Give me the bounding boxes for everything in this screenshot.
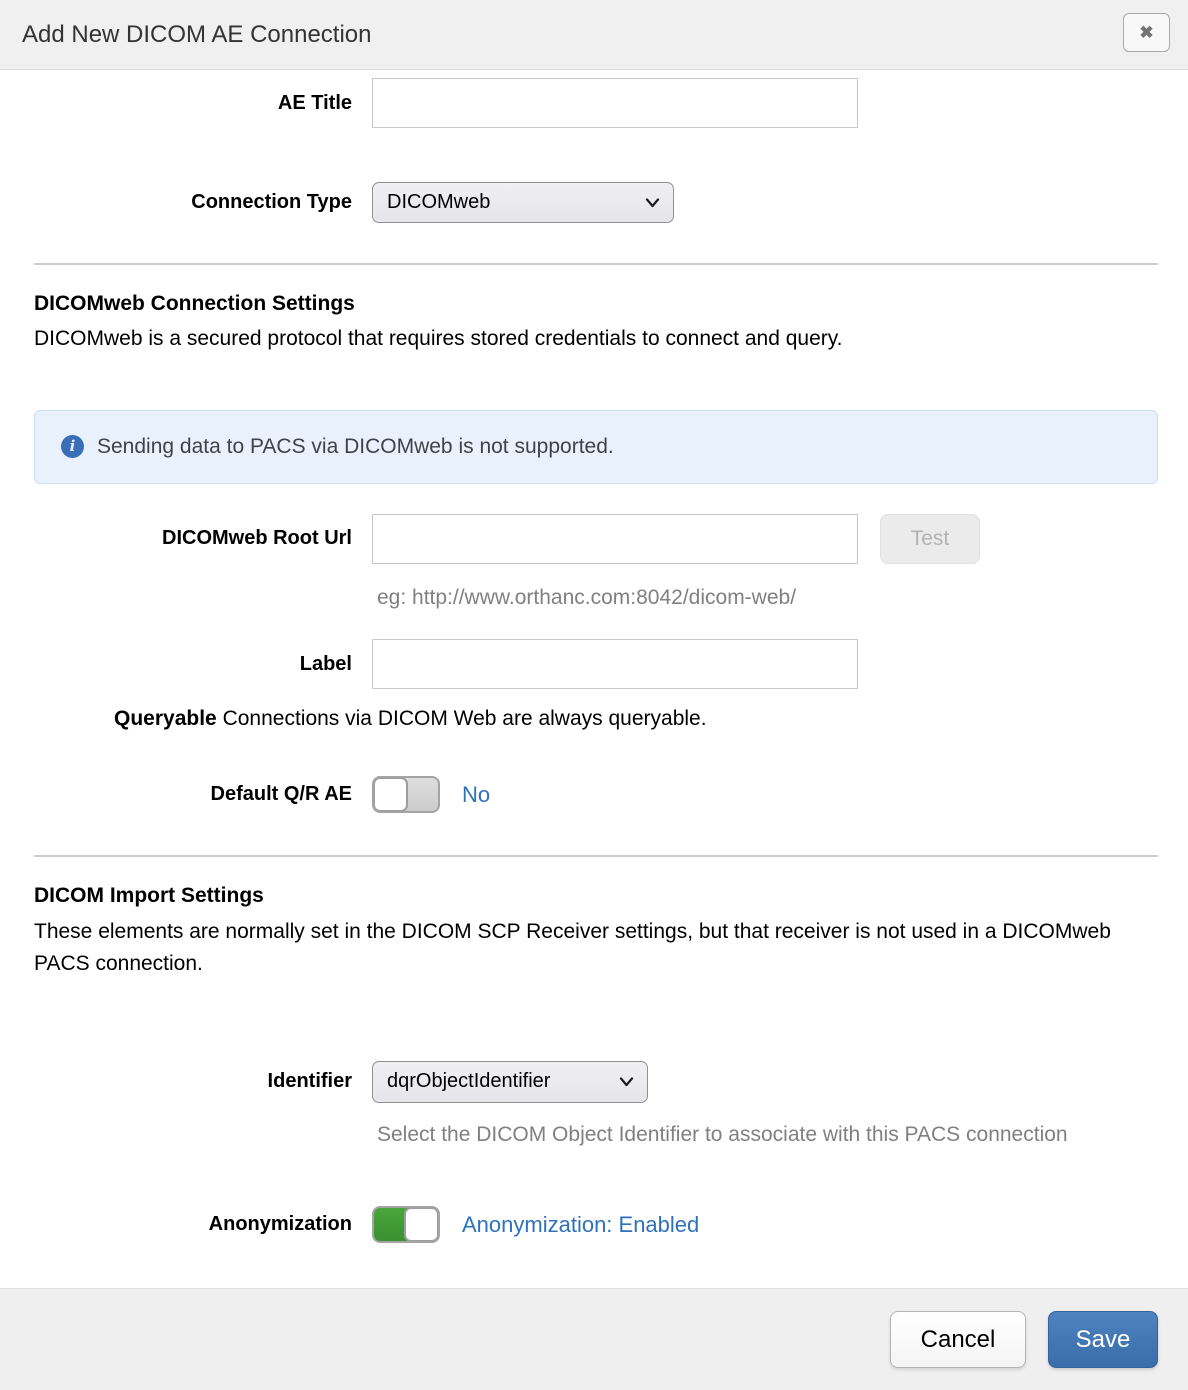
label-field-label: Label [299, 652, 352, 675]
save-button[interactable]: Save [1048, 1311, 1158, 1368]
modal-header [0, 0, 1188, 70]
info-alert-text: Sending data to PACS via DICOMweb is not supported. [97, 434, 614, 458]
anonymization-toggle[interactable] [372, 1206, 440, 1243]
identifier-select[interactable] [372, 1061, 648, 1103]
default-qr-ae-label: Default Q/R AE [210, 783, 352, 806]
chevron-down-icon [645, 198, 660, 208]
anonymization-label: Anonymization [208, 1213, 352, 1236]
default-qr-ae-row [34, 776, 1158, 813]
dicomweb-settings-heading: DICOMweb Connection Settings [34, 292, 355, 315]
ae-title-row [34, 78, 1158, 128]
anonymization-state-text: Anonymization: Enabled [462, 1211, 700, 1237]
default-qr-ae-state-text: No [462, 781, 491, 807]
modal-title: Add New DICOM AE Connection [22, 20, 372, 48]
import-settings-description: These elements are normally set in the DICOM SCP Receiver settings, but that receiver is not used in a DICOMweb PACS connection. [34, 919, 1111, 976]
identifier-label: Identifier [267, 1070, 352, 1093]
import-settings-heading: DICOM Import Settings [34, 884, 264, 908]
section-divider [34, 855, 1158, 857]
root-url-label: DICOMweb Root Url [162, 527, 352, 550]
cancel-button[interactable]: Cancel [890, 1311, 1026, 1368]
modal-footer [0, 1288, 1188, 1390]
root-url-input[interactable] [372, 514, 858, 564]
ae-title-input[interactable] [372, 78, 858, 128]
connection-type-selected-value: DICOMweb [387, 191, 491, 213]
queryable-line [34, 707, 1158, 731]
root-url-hint-row [34, 582, 1158, 614]
identifier-hint: Select the DICOM Object Identifier to associate with this PACS connection [377, 1122, 1068, 1146]
connection-type-label: Connection Type [191, 191, 352, 213]
chevron-down-icon [619, 1077, 634, 1087]
queryable-text: Connections via DICOM Web are always queryable. [222, 707, 707, 731]
identifier-row [34, 1061, 1158, 1103]
anonymization-row [34, 1206, 1158, 1243]
root-url-row [34, 514, 1158, 564]
connection-type-row [34, 182, 1158, 223]
modal-body [0, 70, 1188, 1288]
dicomweb-settings-description: DICOMweb is a secured protocol that requires stored credentials to connect and query. [34, 327, 843, 351]
test-button[interactable]: Test [880, 514, 980, 564]
info-icon: i [61, 435, 84, 458]
toggle-knob [373, 777, 408, 812]
connection-type-select[interactable] [372, 182, 674, 223]
toggle-knob [404, 1207, 439, 1242]
root-url-hint: eg: http://www.orthanc.com:8042/dicom-web/ [377, 585, 797, 609]
identifier-selected-value: dqrObjectIdentifier [387, 1070, 551, 1093]
close-button[interactable] [1123, 13, 1170, 52]
section-divider [34, 263, 1158, 265]
close-icon: ✖ [1139, 23, 1154, 42]
info-alert [34, 410, 1158, 484]
default-qr-ae-toggle[interactable] [372, 776, 440, 813]
ae-title-label: AE Title [277, 91, 352, 114]
label-input[interactable] [372, 639, 858, 689]
queryable-label: Queryable [114, 707, 217, 731]
identifier-hint-row [34, 1119, 1114, 1151]
label-row [34, 639, 1158, 689]
